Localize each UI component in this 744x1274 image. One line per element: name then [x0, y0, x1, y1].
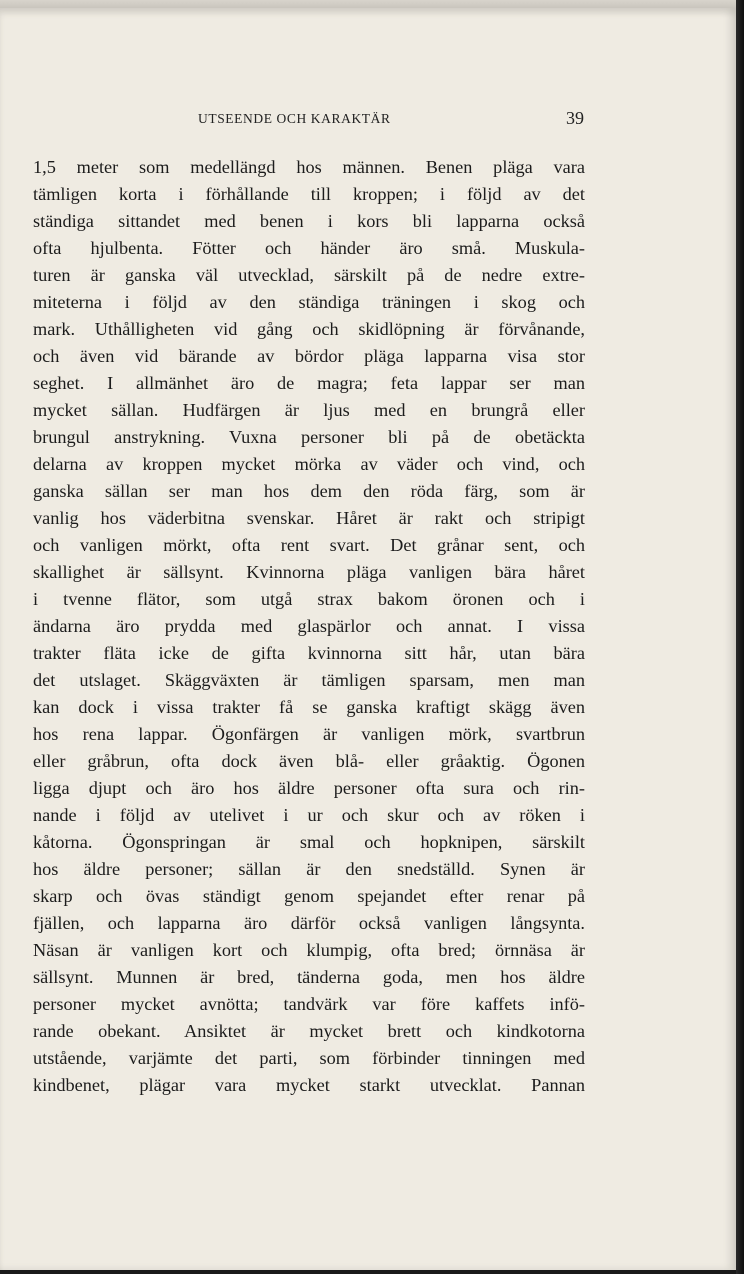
text-line: Näsan är vanligen kort och klumpig, ofta bred; örnnäsa är	[33, 940, 585, 960]
text-line: hos rena lappar. Ögonfärgen är vanligen mörk, svartbrun	[33, 724, 585, 744]
text-line: fjällen, och lapparna äro därför också vanligen långsynta.	[33, 913, 585, 933]
running-head: UTSEENDE OCH KARAKTÄR	[198, 111, 391, 126]
text-line: 1,5 meter som medellängd hos männen. Benen pläga vara	[33, 157, 585, 177]
text-line: tämligen korta i förhållande till kroppen; i följd av det	[33, 184, 585, 204]
body-text	[33, 154, 585, 1099]
text-line: ständiga sittandet med benen i kors bli lapparna också	[33, 211, 585, 231]
text-line: hos äldre personer; sällan är den snedställd. Synen är	[33, 859, 585, 879]
text-line: vanlig hos väderbitna svenskar. Håret är rakt och stripigt	[33, 508, 585, 528]
text-line: ofta hjulbenta. Fötter och händer äro små. Muskula-	[33, 238, 585, 258]
text-line: skallighet är sällsynt. Kvinnorna pläga vanligen bära håret	[33, 562, 585, 582]
text-line: delarna av kroppen mycket mörka av väder och vind, och	[33, 454, 585, 474]
text-line: rande obekant. Ansiktet är mycket brett och kindkotorna	[33, 1021, 585, 1041]
text-line: i tvenne flätor, som utgå strax bakom öronen och i	[33, 589, 585, 609]
text-line: ändarna äro prydda med glaspärlor och annat. I vissa	[33, 616, 585, 636]
text-line: turen är ganska väl utvecklad, särskilt på de nedre extre-	[33, 265, 585, 285]
text-line: ganska sällan ser man hos dem den röda färg, som är	[33, 481, 585, 501]
text-line: trakter fläta icke de gifta kvinnorna sitt hår, utan bära	[33, 643, 585, 663]
text-line: seghet. I allmänhet äro de magra; feta lappar ser man	[33, 373, 585, 393]
page-number: 39	[566, 108, 584, 128]
text-line: miteterna i följd av den ständiga träningen i skog och	[33, 292, 585, 312]
text-line: sällsynt. Munnen är bred, tänderna goda, men hos äldre	[33, 967, 585, 987]
text-line: utstående, varjämte det parti, som förbinder tinningen med	[33, 1048, 585, 1068]
text-line: och vanligen mörkt, ofta rent svart. Det grånar sent, och	[33, 535, 585, 555]
text-line: och även vid bärande av bördor pläga lapparna visa stor	[33, 346, 585, 366]
text-line: mark. Uthålligheten vid gång och skidlöpning är förvånande,	[33, 319, 585, 339]
text-line: ligga djupt och äro hos äldre personer ofta sura och rin-	[33, 778, 585, 798]
text-line: nande i följd av utelivet i ur och skur och av röken i	[33, 805, 585, 825]
book-page	[0, 8, 736, 1270]
text-line: kindbenet, plägar vara mycket starkt utvecklat. Pannan	[33, 1075, 585, 1095]
text-line: skarp och övas ständigt genom spejandet efter renar på	[33, 886, 585, 906]
page-header	[34, 108, 584, 135]
text-line: kan dock i vissa trakter få se ganska kraftigt skägg även	[33, 697, 585, 717]
text-line: kåtorna. Ögonspringan är smal och hopknipen, särskilt	[33, 832, 585, 852]
text-line: eller gråbrun, ofta dock även blå- eller gråaktig. Ögonen	[33, 751, 585, 771]
text-line: mycket sällan. Hudfärgen är ljus med en brungrå eller	[33, 400, 585, 420]
text-line: det utslaget. Skäggväxten är tämligen sparsam, men man	[33, 670, 585, 690]
scan-right-edge	[736, 0, 744, 1274]
scan-top-edge	[0, 0, 744, 8]
text-line: personer mycket avnötta; tandvärk var före kaffets infö-	[33, 994, 585, 1014]
text-line: brungul anstrykning. Vuxna personer bli på de obetäckta	[33, 427, 585, 447]
